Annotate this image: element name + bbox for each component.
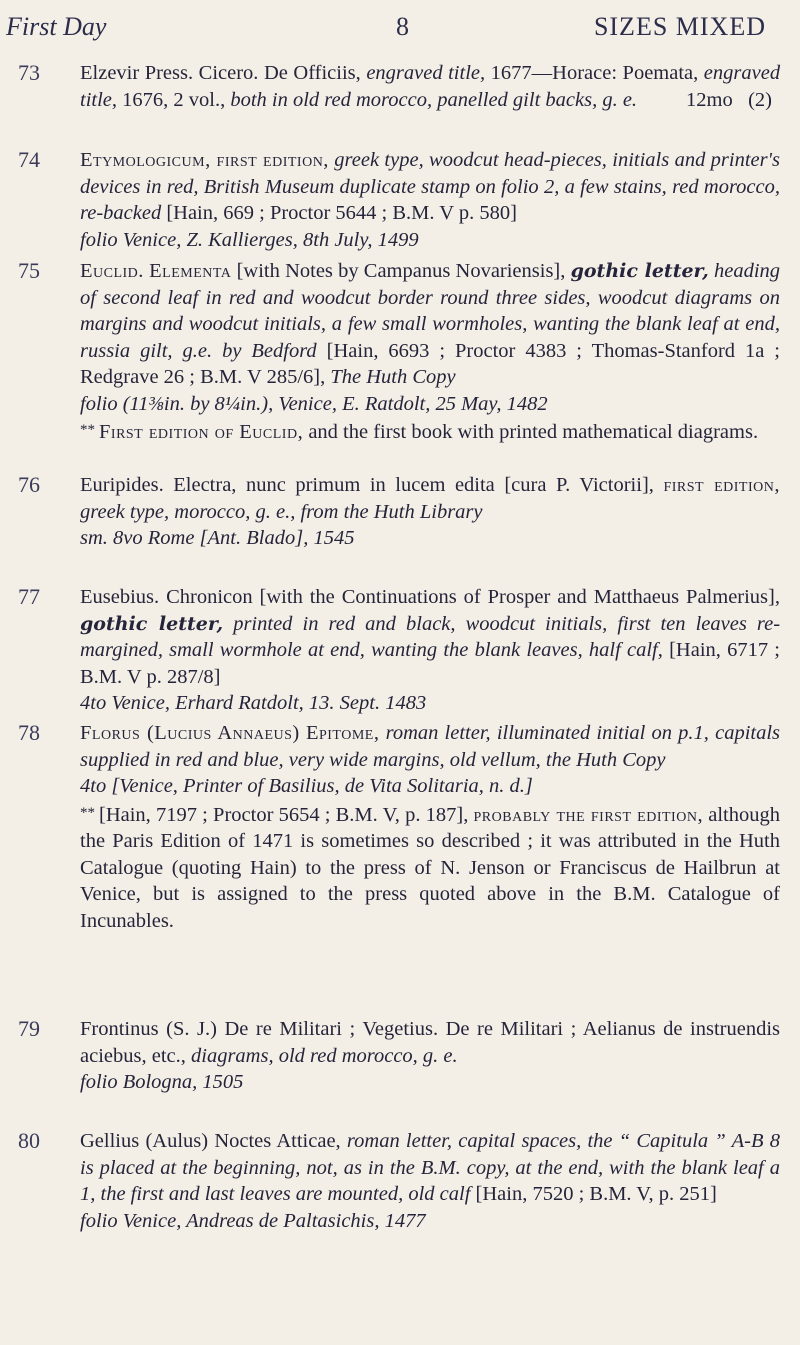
imprint: 4to [Venice, Printer of Basilius, de Vita Solitaria, n. d.] (80, 775, 533, 797)
title-2: 1677—Horace: Poemata, (490, 62, 699, 84)
title: Frontinus (S. J.) De re Militari ; Vegetius. De re Militari ; Aelianus de instruendis aciebus, etc., (80, 1018, 780, 1067)
imprint: 4to Venice, Erhard Ratdolt, 13. Sept. 1483 (80, 692, 427, 714)
lot-number: 73 (18, 60, 40, 85)
reference: [Hain, 6693 ; Proctor 4383 ; Thomas-Stanford 1a ; Redgrave 26 ; B.M. V 285/6], (80, 339, 781, 388)
reference: [Hain, 669 ; Proctor 5644 ; B.M. V p. 580] (166, 202, 517, 224)
typeface: gothic letter, (570, 260, 709, 282)
imprint: folio (11⅜in. by 8¼in.), Venice, E. Ratdolt, 25 May, 1482 (80, 392, 548, 415)
lot-number: 80 (18, 1128, 40, 1153)
title: Gellius (Aulus) Noctes Atticae, (80, 1130, 341, 1152)
lot-description (80, 472, 780, 552)
lot-number: 79 (18, 1016, 40, 1041)
detail: roman letter, illuminated initial on p.1, capitals supplied in red and blue, very wide margins, old vellum, the Huth Copy (80, 722, 781, 771)
author: Euclid. (80, 260, 144, 282)
detail-2: engraved title, (80, 62, 781, 111)
note-highlight: probably the first edition, (473, 803, 704, 826)
running-head-right: SIZES MIXED (593, 12, 766, 41)
detail: greek type, morocco, g. e., from the Huth Library (80, 500, 483, 523)
lot-description (80, 1016, 780, 1096)
binding: both in old red morocco, panelled gilt backs, g. e. (230, 88, 638, 111)
lot-description (80, 720, 780, 934)
note-asterisks: ** (80, 804, 95, 821)
lot-number: 78 (18, 720, 40, 745)
title: Etymologicum, first edition, (80, 149, 329, 171)
detail: heading of second leaf in red and woodcut border round three sides, woodcut diagrams on margins and woodcut initials, a few small wormholes, wanting the blank leaf at end, russia gilt, g.e. by Bedford (80, 260, 781, 362)
imprint: folio Bologna, 1505 (80, 1071, 244, 1093)
author: Euripides. (80, 474, 164, 496)
note-highlight: First edition of Euclid, (99, 421, 304, 443)
lot-description (80, 60, 780, 113)
item-count: (2) (748, 88, 772, 111)
lot-note (80, 800, 780, 935)
running-head-left: First Day (6, 12, 107, 41)
imprint: sm. 8vo Rome [Ant. Blado], 1545 (80, 527, 355, 549)
lot-description (80, 147, 780, 253)
title: Electra, nunc primum in lucem edita [cura P. Victorii], (173, 474, 654, 496)
lot-number: 75 (18, 258, 40, 283)
lot-note (80, 417, 780, 446)
author: Florus (Lucius Annaeus) (80, 722, 300, 744)
lot-description (80, 258, 780, 446)
author-2: Cicero. (198, 62, 259, 84)
reference: [Hain, 7520 ; B.M. V, p. 251] (475, 1183, 717, 1205)
title: Chronicon [with the Continuations of Prosper and Matthaeus Palmerius], (166, 586, 780, 608)
format: 12mo (686, 88, 733, 111)
imprint: folio Venice, Z. Kallierges, 8th July, 1499 (80, 228, 419, 251)
title: Epitome, (305, 722, 380, 744)
detail: roman letter, capital spaces, the “ Capitula ” A-B 8 is placed at the beginning, not, as in the B.M. copy, at the end, with the blank leaf a 1, the first and last leaves are mounted, old calf (80, 1130, 780, 1205)
contents: [with Notes by Campanus Novariensis], (236, 260, 566, 282)
detail: diagrams, old red morocco, g. e. (191, 1044, 458, 1067)
author: Elzevir Press. (80, 62, 194, 84)
note-reference: [Hain, 7197 ; Proctor 5654 ; B.M. V, p. 187], (99, 803, 469, 826)
title: De Officiis, (263, 62, 361, 84)
lot-description (80, 1128, 780, 1234)
detail: printed in red and black, woodcut initials, first ten leaves re-margined, small wormhole at end, wanting the blank leaves, half calf, (80, 612, 781, 661)
note-text: although the Paris Edition of 1471 is sometimes so described ; it was attributed in the Huth Catalogue (quoting Hain) to the press of N. Jenson or Franciscus de Hailbrun at Venice, but is assigned to the press quoted above in the B.M. Catalogue of Incunables. (80, 803, 781, 932)
typeface: gothic letter, (80, 612, 224, 635)
note-asterisks: ** (80, 422, 95, 438)
lot-description (80, 584, 780, 717)
detail: greek type, woodcut head-pieces, initials and printer's devices in red, British Museum duplicate stamp on folio 2, a few stains, red morocco, re-backed (80, 149, 780, 224)
lot-number: 74 (18, 147, 40, 172)
imprint: folio Venice, Andreas de Paltasichis, 1477 (80, 1209, 426, 1232)
date: 1676, 2 vol., (122, 88, 226, 111)
reference: [Hain, 6717 ; B.M. V p. 287/8] (80, 639, 781, 688)
lot-number: 76 (18, 472, 40, 497)
lot-number: 77 (18, 584, 40, 609)
author: Eusebius. (80, 586, 160, 608)
provenance: The Huth Copy (330, 366, 456, 388)
title: Elementa (149, 260, 232, 282)
note-text: and the first book with printed mathematical diagrams. (308, 421, 759, 443)
page-number: 8 (396, 12, 409, 41)
detail: engraved title, (366, 62, 486, 84)
running-head (6, 12, 766, 42)
edition: first edition, (663, 474, 780, 496)
